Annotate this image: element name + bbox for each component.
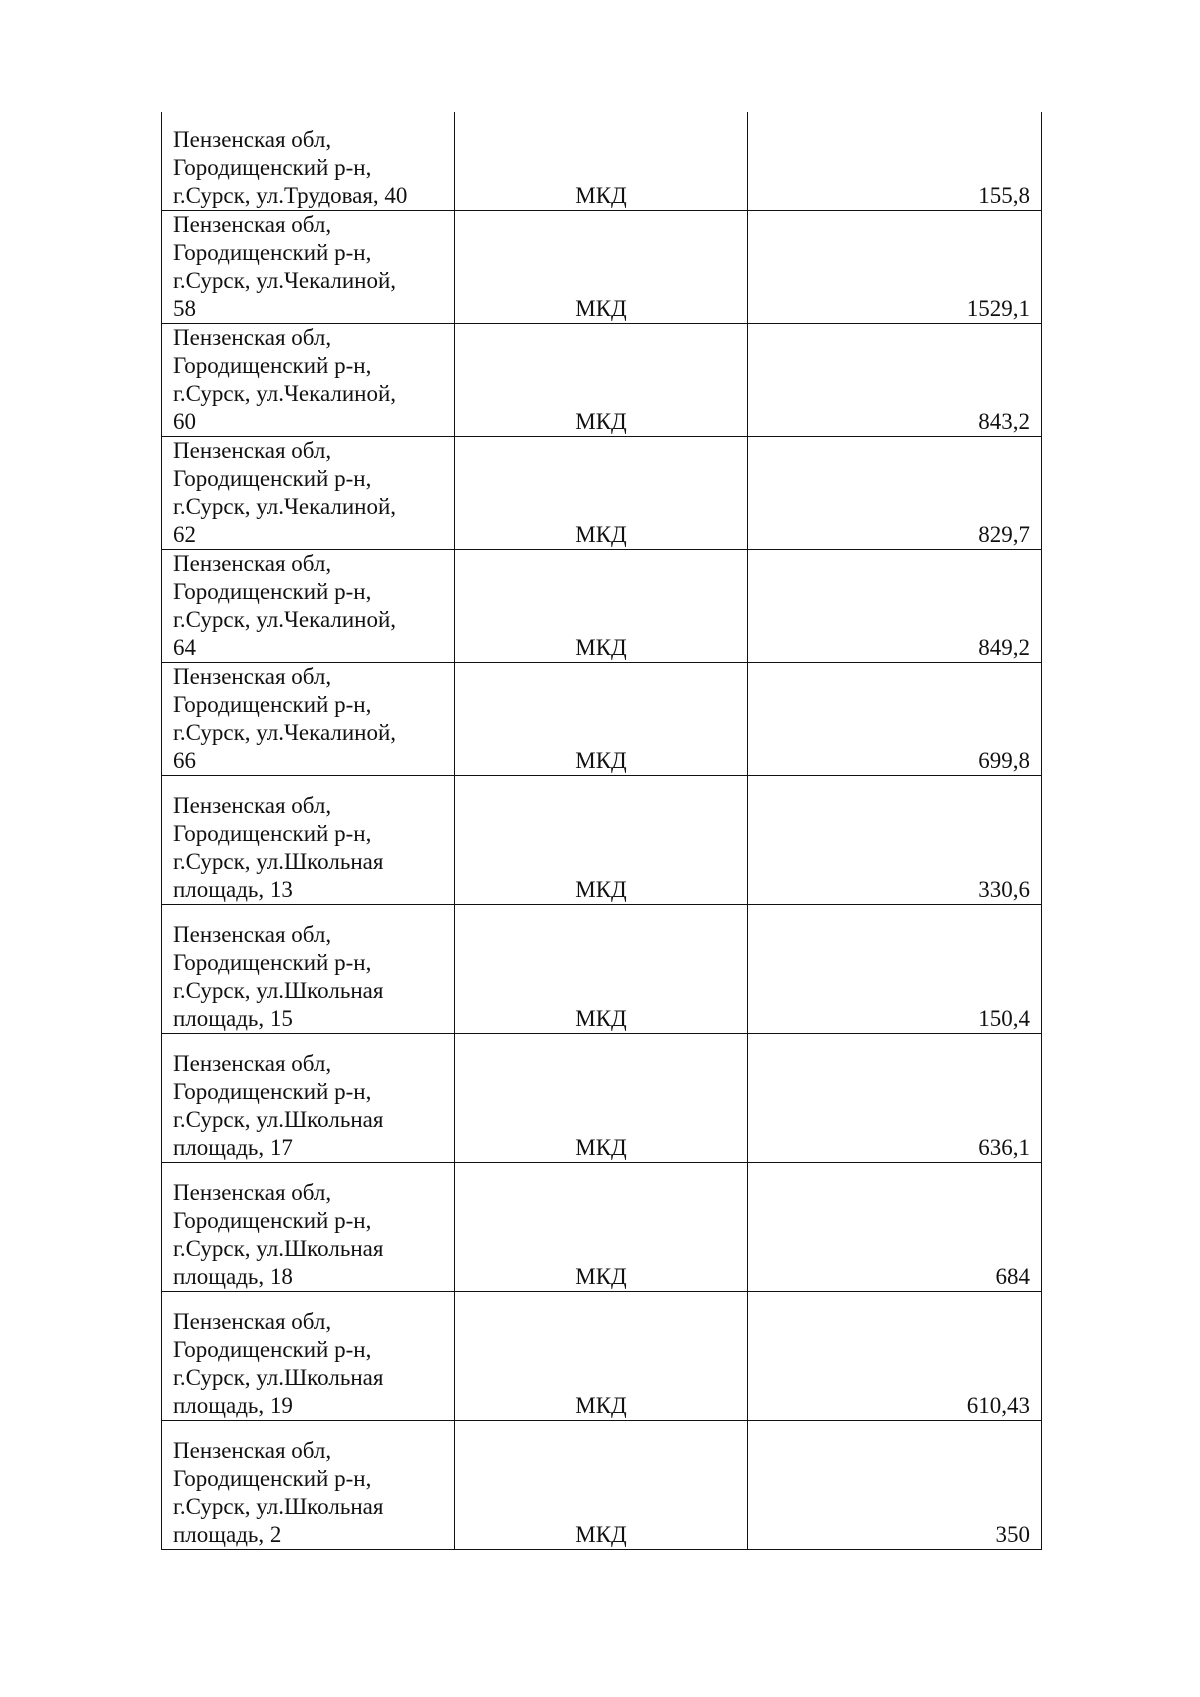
address-line: г.Сурск, ул.Чекалиной, xyxy=(173,606,397,632)
address-line: Городищенский р-н, xyxy=(173,1078,372,1104)
area-cell: 330,6 xyxy=(748,775,1042,904)
address-line: площадь, 17 xyxy=(173,1134,293,1160)
address-line: Городищенский р-н, xyxy=(173,1465,372,1491)
address-cell xyxy=(162,436,455,549)
area-cell: 843,2 xyxy=(748,323,1042,436)
area-cell: 1529,1 xyxy=(748,210,1042,323)
table-row xyxy=(162,1162,1042,1291)
area-cell: 155,8 xyxy=(748,112,1042,210)
type-cell: МКД xyxy=(455,323,748,436)
address-line: Пензенская обл, xyxy=(173,1179,332,1205)
address-cell xyxy=(162,662,455,775)
type-cell: МКД xyxy=(455,210,748,323)
address-line: 62 xyxy=(173,521,196,547)
address-line: г.Сурск, ул.Школьная xyxy=(173,1106,384,1132)
address-line: Городищенский р-н, xyxy=(173,465,372,491)
address-line: Пензенская обл, xyxy=(173,437,332,463)
type-cell: МКД xyxy=(455,112,748,210)
address-line: 64 xyxy=(173,634,196,660)
table-row xyxy=(162,112,1042,210)
type-cell: МКД xyxy=(455,1420,748,1549)
address-cell xyxy=(162,112,455,210)
type-cell: МКД xyxy=(455,662,748,775)
type-cell: МКД xyxy=(455,1291,748,1420)
address-line: Городищенский р-н, xyxy=(173,1336,372,1362)
type-cell: МКД xyxy=(455,436,748,549)
address-line: площадь, 13 xyxy=(173,876,293,902)
table-row xyxy=(162,210,1042,323)
area-cell: 150,4 xyxy=(748,904,1042,1033)
address-line: 66 xyxy=(173,747,196,773)
address-line: г.Сурск, ул.Школьная xyxy=(173,848,384,874)
area-cell: 699,8 xyxy=(748,662,1042,775)
table-row xyxy=(162,1033,1042,1162)
address-line: Городищенский р-н, xyxy=(173,949,372,975)
address-line: Городищенский р-н, xyxy=(173,239,372,265)
table-row xyxy=(162,436,1042,549)
address-cell xyxy=(162,323,455,436)
address-line: г.Сурск, ул.Чекалиной, xyxy=(173,380,397,406)
type-cell: МКД xyxy=(455,1033,748,1162)
address-line: Городищенский р-н, xyxy=(173,352,372,378)
address-line: площадь, 15 xyxy=(173,1005,293,1031)
area-cell: 684 xyxy=(748,1162,1042,1291)
address-line: 60 xyxy=(173,408,196,434)
address-line: Городищенский р-н, xyxy=(173,820,372,846)
address-line: Пензенская обл, xyxy=(173,792,332,818)
address-line: Пензенская обл, xyxy=(173,663,332,689)
area-cell: 610,43 xyxy=(748,1291,1042,1420)
address-cell xyxy=(162,210,455,323)
type-cell: МКД xyxy=(455,1162,748,1291)
address-line: Пензенская обл, xyxy=(173,324,332,350)
address-cell xyxy=(162,775,455,904)
address-line: г.Сурск, ул.Школьная xyxy=(173,977,384,1003)
address-line: г.Сурск, ул.Чекалиной, xyxy=(173,493,397,519)
area-cell: 829,7 xyxy=(748,436,1042,549)
table-row xyxy=(162,662,1042,775)
table-row xyxy=(162,1291,1042,1420)
address-line: площадь, 18 xyxy=(173,1263,293,1289)
address-line: Пензенская обл, xyxy=(173,1050,332,1076)
address-cell xyxy=(162,1162,455,1291)
address-line: Пензенская обл, xyxy=(173,921,332,947)
address-line: Городищенский р-н, xyxy=(173,154,372,180)
property-table xyxy=(161,112,1042,1550)
address-line: Пензенская обл, xyxy=(173,1308,332,1334)
address-line: 58 xyxy=(173,295,196,321)
address-line: Городищенский р-н, xyxy=(173,691,372,717)
type-cell: МКД xyxy=(455,904,748,1033)
address-cell xyxy=(162,904,455,1033)
address-line: Городищенский р-н, xyxy=(173,1207,372,1233)
table-row xyxy=(162,775,1042,904)
address-line: площадь, 19 xyxy=(173,1392,293,1418)
address-line: Пензенская обл, xyxy=(173,211,332,237)
address-line: Городищенский р-н, xyxy=(173,578,372,604)
address-line: г.Сурск, ул.Чекалиной, xyxy=(173,267,397,293)
table-row xyxy=(162,1420,1042,1549)
address-line: г.Сурск, ул.Школьная xyxy=(173,1235,384,1261)
address-cell xyxy=(162,1033,455,1162)
address-cell xyxy=(162,1420,455,1549)
area-cell: 636,1 xyxy=(748,1033,1042,1162)
address-line: г.Сурск, ул.Школьная xyxy=(173,1493,384,1519)
address-cell xyxy=(162,549,455,662)
table-row xyxy=(162,904,1042,1033)
address-line: площадь, 2 xyxy=(173,1521,282,1547)
address-line: Пензенская обл, xyxy=(173,1437,332,1463)
address-line: г.Сурск, ул.Школьная xyxy=(173,1364,384,1390)
address-line: г.Сурск, ул.Трудовая, 40 xyxy=(173,182,408,208)
table-row xyxy=(162,323,1042,436)
type-cell: МКД xyxy=(455,775,748,904)
table-row xyxy=(162,549,1042,662)
area-cell: 350 xyxy=(748,1420,1042,1549)
type-cell: МКД xyxy=(455,549,748,662)
address-cell xyxy=(162,1291,455,1420)
area-cell: 849,2 xyxy=(748,549,1042,662)
address-line: Пензенская обл, xyxy=(173,126,332,152)
address-line: Пензенская обл, xyxy=(173,550,332,576)
address-line: г.Сурск, ул.Чекалиной, xyxy=(173,719,397,745)
